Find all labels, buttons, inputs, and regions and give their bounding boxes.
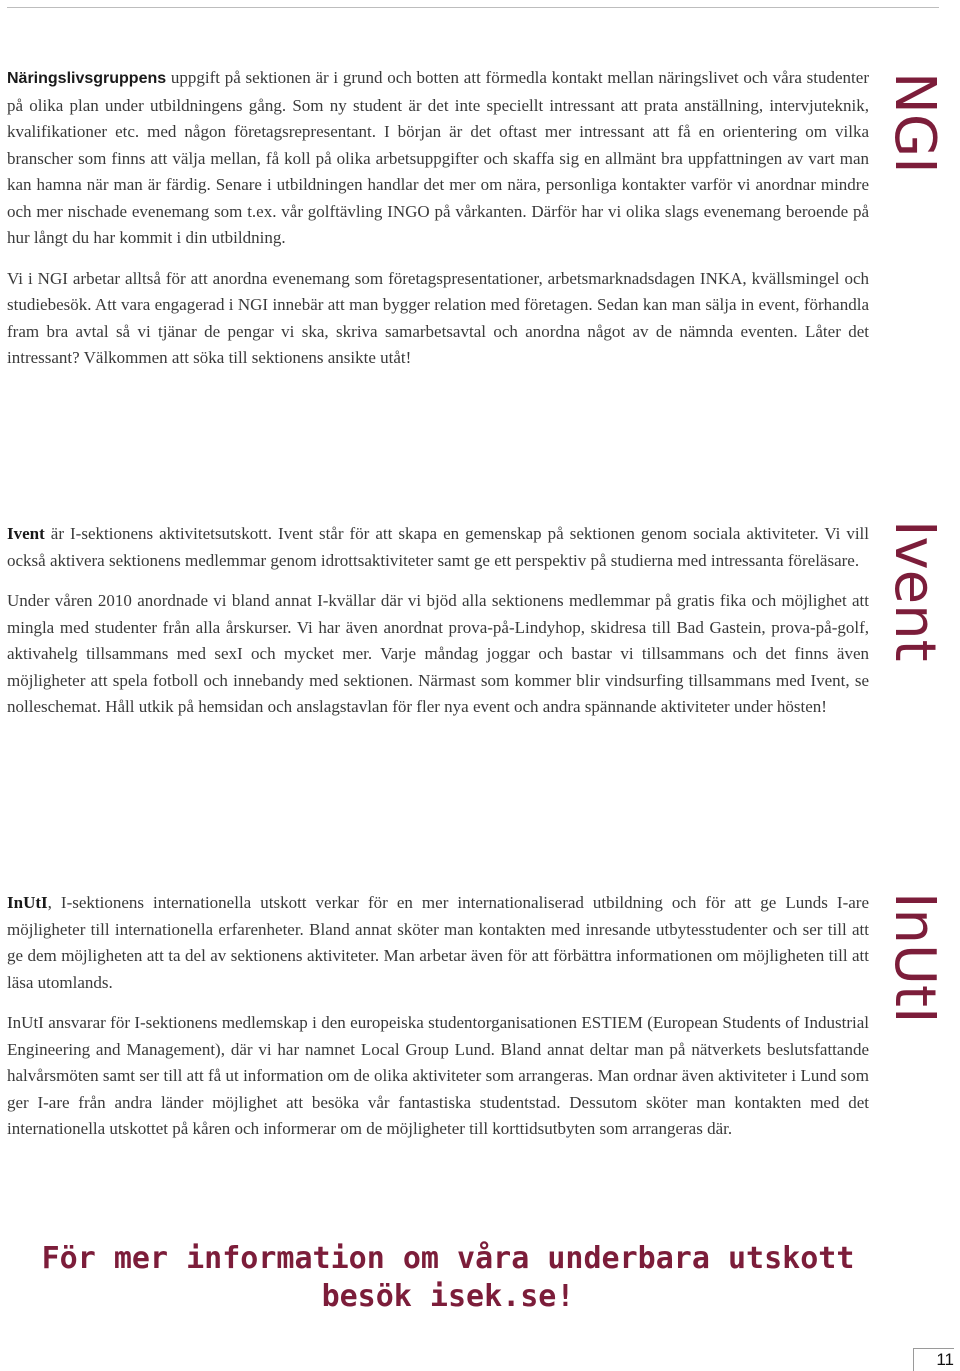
ivent-paragraph-1-text: är I-sektionens aktivitetsutskott. Ivent står för att skapa en gemenskap på sektionen genom sociala aktiviteter. Vi vill också aktivera sektionens medlemmar genom idrottsaktiviteter samt ge ett perspektiv på studierna med intressanta föreläsare. [7,524,869,570]
ngi-side-label: NGI [882,72,947,174]
footer-line-1: För mer information om våra underbara utskott [41,1241,855,1276]
ngi-lead: Näringslivsgruppens [7,70,167,87]
inuti-paragraph-2: InUtI ansvarar för I-sektionens medlemskap i den europeiska studentorganisationen ESTIEM (European Students of Industrial Engineering and Management), där vi har namnet Local Group Lund. Bland annat deltar man på nätverkets beslutsfattande halvårsmöten samt ser till att få ut information om de olika aktiviteter som arrangeras. Man ordnar även aktiviteter i Lund som ger I-are från andra länder möjlighet att besöka vår fantastiska studentstad. Dessutom sköter man kontakten med det internationella utskottet på kåren och informerar om de möjligheter till korttidsutbyten som arrangeras där. [7,1013,869,1138]
ngi-paragraph-1 [7,65,869,252]
ivent-section [7,521,869,735]
inuti-paragraph-1-text: , I-sektionens internationella utskott verkar för en mer internationaliserad utbildning och för att ge Lunds I-are möjligheter till internationella erfarenheter. Bland annat sköter man kontakten med inresande utbytesstudenter och ser till att ge dem möjligheten att ta del av sektionens aktiviteter. Man arbetar även för att förbättra informationen om möjligheten till att läsa utomlands. [7,893,869,992]
footer-line-2: besök isek.se! [321,1279,575,1314]
inuti-side-label: InUtI [882,892,947,1024]
page-number: 11 [913,1348,954,1371]
ivent-lead: Ivent [7,524,45,543]
ngi-paragraph-1-text: uppgift på sektionen är i grund och botten att förmedla kontakt mellan näringslivet och våra studenter på olika plan under utbildningens gång. Som ny student är det inte speciellt intressant att prata anställning, intervjuteknik, kvalifikationer etc. med någon företagsrepresentant. I början är det oftast mer intressant att få en orientering om vilka branscher som finns att välja mellan, få koll på olika arbetsuppgifter och skaffa sig en allmänt bra uppfattningen av vart man kan hamna när man är färdig. Senare i utbildningen handlar det mer om nära, personliga kontakter varför vi anordnar mindre och mer nischade evenemang som t.ex. vår golftävling INGO på vårkanten. Därför har vi olika slags evenemang beroende på hur långt du har kommit i din utbildning. [7,68,869,247]
top-rule [7,7,939,8]
footer-call-to-action [0,1240,896,1316]
inuti-lead: InUtI [7,893,48,912]
ivent-side-label: Ivent [882,520,947,662]
ivent-paragraph-1 [7,521,869,574]
inuti-section [7,890,869,1157]
inuti-paragraph-1 [7,890,869,996]
ivent-paragraph-2: Under våren 2010 anordnade vi bland annat I-kvällar där vi bjöd alla sektionens medlemmar på gratis fika och möjlighet att mingla med studenter från alla årskurser. Vi har även anordnat prova-på-Lindyhop, skidresa till Bad Gastein, prova-på-golf, aktivahelg tillsammans med sexI och mycket mer. Varje måndag joggar och bastar vi tillsammans och det finns även möjligheter att spela fotboll och innebandy med sektionen. Närmast som kommer blir vindsurfing tillsammans med Ivent, se nolleschemat. Håll utkik på hemsidan och anslagstavlan för fler nya event och andra spännande aktiviteter under hösten! [7,591,869,716]
ngi-section [7,65,869,386]
ngi-paragraph-2: Vi i NGI arbetar alltså för att anordna evenemang som företagspresentationer, arbetsmarknadsdagen INKA, kvällsmingel och studiebesök. Att vara engagerad i NGI innebär att man bygger relation med företagen. Sedan kan man sälja in event, förhandla fram bra avtal så vi tjänar de pengar vi ska, skriva samarbetsavtal och anordna något av de nämnda eventen. Låter det intressant? Välkommen att söka till sektionens ansikte utåt! [7,268,869,367]
